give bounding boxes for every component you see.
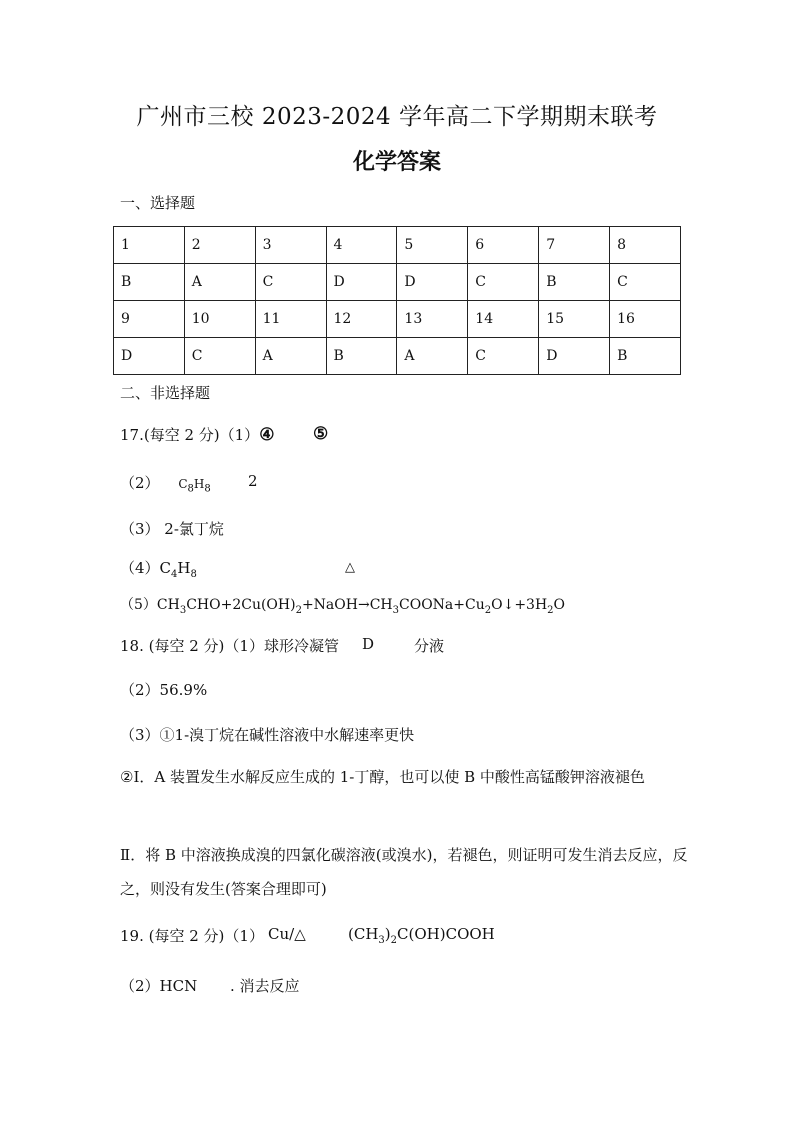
q17-answer-2-wrap	[313, 424, 328, 444]
table-cell: 4	[326, 227, 397, 264]
table-cell: A	[184, 264, 255, 301]
table-cell: A	[255, 338, 326, 375]
q18-answer-d: D	[362, 635, 375, 653]
table-cell: 9	[114, 301, 185, 338]
table-cell: D	[539, 338, 610, 375]
table-cell: D	[397, 264, 468, 301]
q19-condition: Cu/△	[268, 925, 306, 943]
q17-part4: $(4)C_4H_8$	[120, 559, 197, 580]
q18-part2: （2）56.9%	[120, 681, 208, 699]
table-cell: 7	[539, 227, 610, 264]
table-cell: 15	[539, 301, 610, 338]
table-row	[114, 338, 681, 375]
table-cell: 6	[468, 227, 539, 264]
q17-part2-value: 2	[248, 472, 258, 490]
page-title: 广州市三校 2023-2024 学年高二下学期期末联考	[136, 104, 658, 130]
table-cell: B	[326, 338, 397, 375]
table-cell: 12	[326, 301, 397, 338]
table-cell: D	[326, 264, 397, 301]
table-cell: 11	[255, 301, 326, 338]
page-subtitle: 化学答案	[352, 150, 441, 175]
q19-product: $(CH_3)_2C(OH)COOH$	[348, 925, 495, 946]
table-cell: B	[539, 264, 610, 301]
table-cell: 1	[114, 227, 185, 264]
table-row	[114, 227, 681, 264]
table-cell: 16	[610, 301, 681, 338]
table-cell: 10	[184, 301, 255, 338]
table-cell: B	[114, 264, 185, 301]
q17-intro: 17.(每空 2 分)（1）④	[120, 425, 275, 445]
section-heading-choice: 一、选择题	[120, 194, 196, 212]
table-cell: 3	[255, 227, 326, 264]
table-cell: 14	[468, 301, 539, 338]
answer-table	[113, 226, 681, 375]
q17-part2: （2） $C_8H_8$	[120, 474, 211, 495]
table-cell: 5	[397, 227, 468, 264]
table-cell: D	[114, 338, 185, 375]
q18-answer-separation: 分液	[414, 637, 445, 655]
table-cell: C	[184, 338, 255, 375]
table-cell: 2	[184, 227, 255, 264]
table-cell: B	[610, 338, 681, 375]
q18-part3-sub1: ②Ⅰ．A 装置发生水解反应生成的 1-丁醇，也可以使 B 中酸性高锰酸钾溶液褪色	[120, 768, 645, 786]
q19-part2-reaction: . 消去反应	[230, 977, 300, 995]
q18-part3-sub2: Ⅱ．将 B 中溶液换成溴的四氯化碳溶液(或溴水)，若褪色，则证明可发生消去反应，反之，则没有发生(答案合理即可)	[120, 846, 688, 898]
table-cell: A	[397, 338, 468, 375]
table-cell: C	[610, 264, 681, 301]
q17-part5: $(5)CH_3CHO+2Cu(OH)_2+NaOH\to CH_3COONa+Cu_2O↓+3H_2O$	[120, 597, 566, 616]
table-cell: 13	[397, 301, 468, 338]
table-row	[114, 264, 681, 301]
table-cell: C	[468, 264, 539, 301]
q19-part2: （2）HCN	[120, 977, 198, 995]
table-cell: C	[468, 338, 539, 375]
table-cell: 8	[610, 227, 681, 264]
q18-part3: （3）①1-溴丁烷在碱性溶液中水解速率更快	[120, 726, 415, 744]
q18-intro: 18. (每空 2 分)（1）球形冷凝管	[120, 637, 339, 655]
table-row	[114, 301, 681, 338]
q17-answer-2: ⑤	[313, 424, 329, 444]
section-heading-nonchoice: 二、非选择题	[120, 384, 211, 402]
q17-part3: （3） 2-氯丁烷	[120, 520, 224, 538]
delta-symbol: △	[345, 560, 355, 575]
q19-intro: 19. (每空 2 分)（1）	[120, 927, 264, 945]
q17-answer-1: ④	[259, 425, 275, 445]
table-cell: C	[255, 264, 326, 301]
